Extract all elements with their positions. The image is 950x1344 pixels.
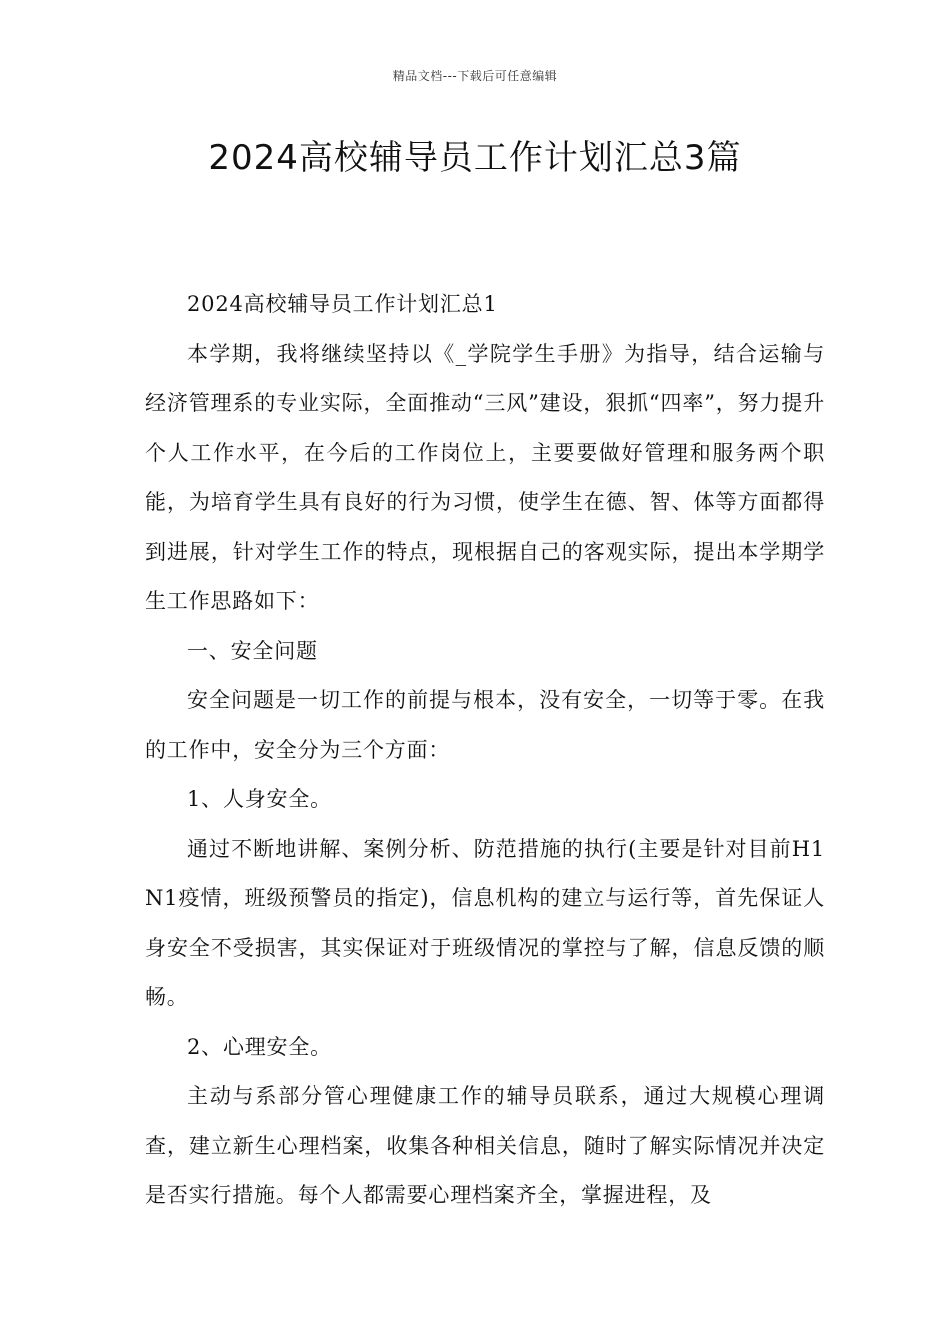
subheading-psychological-safety: 2、心理安全。 (187, 1034, 332, 1059)
section-title: 2024高校辅导员工作计划汇总1 (187, 292, 498, 316)
document-title: 2024高校辅导员工作计划汇总3篇 (208, 138, 742, 178)
document-body (145, 280, 825, 1221)
safety-paragraph: 安全问题是一切工作的前提与根本，没有安全，一切等于零。在我的工作中，安全分为三个方面： (145, 688, 825, 762)
psychological-safety-paragraph: 主动与系部分管心理健康工作的辅导员联系，通过大规模心理调查，建立新生心理档案，收集各种相关信息，随时了解实际情况并决定是否实行措施。每个人都需要心理档案齐全，掌握进程，及 (145, 1084, 825, 1207)
heading-safety: 一、安全问题 (187, 638, 318, 663)
personal-safety-paragraph: 通过不断地讲解、案例分析、防范措施的执行(主要是针对目前H1N1疫情，班级预警员的指定)，信息机构的建立与运行等，首先保证人身安全不受损害，其实保证对于班级情况的掌控与了解，信息反馈的顺畅。 (145, 836, 825, 1009)
intro-paragraph: 本学期，我将继续坚持以《_学院学生手册》为指导，结合运输与经济管理系的专业实际，全面推动“三风”建设，狠抓“四率”，努力提升个人工作水平，在今后的工作岗位上，主要要做好管理和服务两个职能，为培育学生具有良好的行为习惯，使学生在德、智、体等方面都得到进展，针对学生工作的特点，现根据自己的客观实际，提出本学期学生工作思路如下： (145, 341, 825, 613)
subheading-personal-safety: 1、人身安全。 (187, 787, 332, 811)
page-header-note: 精品文档---下载后可任意编辑 (392, 69, 558, 83)
